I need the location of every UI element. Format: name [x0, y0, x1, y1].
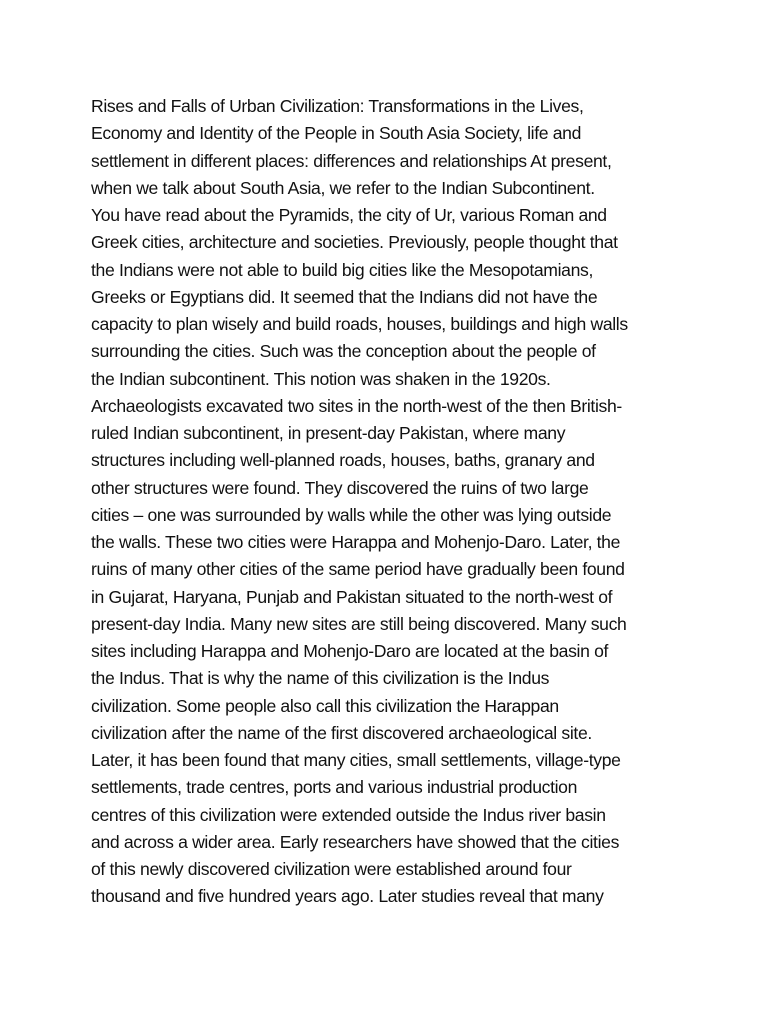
text-line: Archaeologists excavated two sites in the north-west of the then British-: [91, 395, 622, 416]
text-line: the Indian subcontinent. This notion was shaken in the 1920s.: [91, 368, 551, 389]
text-line: structures including well-planned roads, houses, baths, granary and: [91, 450, 595, 471]
text-line: the Indians were not able to build big cities like the Mesopotamians,: [91, 259, 594, 280]
text-line: settlement in different places: differences and relationships At present,: [91, 150, 612, 171]
text-line: centres of this civilization were extended outside the Indus river basin: [91, 804, 606, 825]
text-line: civilization. Some people also call this civilization the Harappan: [91, 695, 559, 716]
body-paragraph: [91, 93, 691, 911]
text-line: other structures were found. They discovered the ruins of two large: [91, 477, 589, 498]
text-line: settlements, trade centres, ports and various industrial production: [91, 777, 578, 798]
text-line: ruins of many other cities of the same period have gradually been found: [91, 559, 625, 580]
text-line: sites including Harappa and Mohenjo-Daro are located at the basin of: [91, 641, 609, 661]
text-line: You have read about the Pyramids, the city of Ur, various Roman and: [91, 205, 607, 225]
text-line: of this newly discovered civilization were established around four: [91, 859, 572, 879]
text-line: civilization after the name of the first discovered archaeological site.: [91, 722, 592, 743]
text-line: ruled Indian subcontinent, in present-day Pakistan, where many: [91, 423, 566, 443]
text-line: thousand and five hundred years ago. Later studies reveal that many: [91, 886, 604, 907]
text-line: in Gujarat, Haryana, Punjab and Pakistan situated to the north-west of: [91, 586, 613, 607]
text-line: the Indus. That is why the name of this civilization is the Indus: [91, 668, 550, 689]
text-line: Later, it has been found that many cities, small settlements, village-type: [91, 750, 621, 770]
text-line: the walls. These two cities were Harappa and Mohenjo-Daro. Later, the: [91, 532, 621, 552]
text-line: Greeks or Egyptians did. It seemed that the Indians did not have the: [91, 286, 598, 307]
text-line: Economy and Identity of the People in South Asia Society, life and: [91, 123, 582, 144]
text-line: present-day India. Many new sites are still being discovered. Many such: [91, 613, 627, 634]
text-line: surrounding the cities. Such was the conception about the people of: [91, 341, 596, 362]
text-line: Greek cities, architecture and societies. Previously, people thought that: [91, 232, 618, 253]
text-line: when we talk about South Asia, we refer to the Indian Subcontinent.: [91, 177, 595, 198]
text-line: Rises and Falls of Urban Civilization: Transformations in the Lives,: [91, 96, 584, 116]
text-line: cities – one was surrounded by walls while the other was lying outside: [91, 504, 612, 525]
text-line: capacity to plan wisely and build roads, houses, buildings and high walls: [91, 314, 628, 334]
text-line: and across a wider area. Early researchers have showed that the cities: [91, 831, 620, 852]
